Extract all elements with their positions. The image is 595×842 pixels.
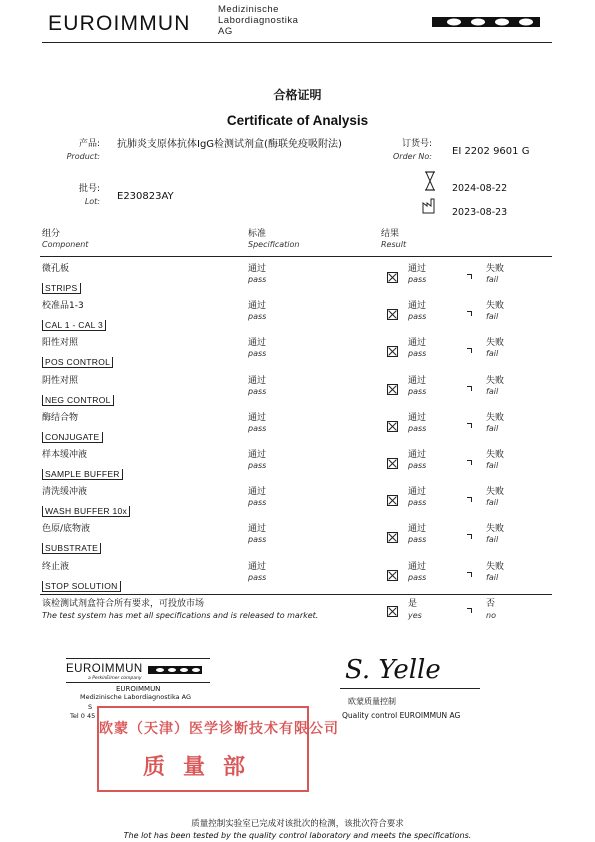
quality-department-stamp [97, 706, 339, 792]
component-code: STRIPS [42, 283, 81, 294]
signature-role-zh: 欧蒙质量控制 [348, 697, 396, 706]
spec-value-zh: 通过 [248, 376, 267, 386]
result-pass-checkbox [387, 532, 398, 543]
footer-text-zh: 质量控制实验室已完成对该批次的检测，该批次符合要求 [191, 819, 404, 829]
result-fail-checkbox [467, 572, 472, 577]
component-name-zh: 样本缓冲液 [42, 450, 88, 460]
result-pass-zh: 通过 [408, 450, 427, 460]
signature-role-en: Quality control EUROIMMUN AG [342, 711, 461, 720]
company-logo-bottom-rule [66, 682, 210, 683]
spec-value-en: pass [248, 275, 267, 284]
lot-number: E230823AY [117, 191, 174, 202]
result-fail-zh: 失败 [486, 562, 505, 572]
component-name-zh: 色原/底物液 [42, 524, 91, 534]
result-fail-zh: 失败 [486, 338, 505, 348]
result-fail-en: fail [486, 387, 499, 396]
result-fail-zh: 失败 [486, 450, 505, 460]
component-code: WASH BUFFER 10x [42, 506, 130, 517]
spec-value-en: pass [248, 461, 267, 470]
result-fail-zh: 失败 [486, 413, 505, 423]
component-code-cell [42, 388, 114, 407]
result-pass-checkbox [387, 384, 398, 395]
result-pass-en: pass [408, 349, 427, 358]
component-name-zh: 酶结合物 [42, 413, 79, 423]
result-pass-en: pass [408, 573, 427, 582]
result-fail-zh: 失败 [486, 524, 505, 534]
component-code-cell [42, 536, 101, 555]
result-fail-en: fail [486, 498, 499, 507]
result-fail-checkbox [467, 274, 472, 279]
conclusion-text-zh: 该检测试剂盒符合所有要求，可投放市场 [42, 599, 205, 609]
conclusion-yes-checkbox [387, 606, 398, 617]
result-fail-checkbox [467, 311, 472, 316]
conclusion-text-en: The test system has met all specifications and is released to market. [42, 611, 319, 620]
company-tagline: a PerkinElmer company [88, 676, 142, 681]
result-fail-checkbox [467, 348, 472, 353]
company-address-partial: S [88, 703, 93, 711]
component-code: SUBSTRATE [42, 543, 101, 554]
result-pass-zh: 通过 [408, 413, 427, 423]
result-fail-en: fail [486, 573, 499, 582]
product-label-zh: 产品: [78, 139, 100, 149]
result-pass-checkbox [387, 421, 398, 432]
conclusion-no-zh: 否 [486, 599, 496, 609]
component-name-zh: 阴性对照 [42, 376, 79, 386]
result-pass-zh: 通过 [408, 524, 427, 534]
spec-value-zh: 通过 [248, 487, 267, 497]
result-pass-checkbox [387, 495, 398, 506]
footer-text-en: The lot has been tested by the quality control laboratory and meets the specifications. [123, 831, 472, 840]
header-spec-zh: 标准 [248, 229, 267, 239]
company-logo-top-rule [66, 658, 210, 659]
spec-value-zh: 通过 [248, 301, 267, 311]
result-pass-zh: 通过 [408, 376, 427, 386]
result-pass-en: pass [408, 498, 427, 507]
lot-label-en: Lot: [84, 197, 100, 206]
result-pass-zh: 通过 [408, 301, 427, 311]
product-label-en: Product: [66, 152, 100, 161]
result-fail-en: fail [486, 424, 499, 433]
table-footer-divider [40, 594, 552, 595]
company-name: EUROIMMUN [116, 685, 161, 693]
component-name-zh: 校准品1-3 [42, 301, 84, 311]
result-fail-zh: 失败 [486, 264, 505, 274]
result-fail-en: fail [486, 461, 499, 470]
component-code: POS CONTROL [42, 357, 113, 368]
result-pass-zh: 通过 [408, 264, 427, 274]
header-component-en: Component [42, 240, 89, 249]
spec-value-zh: 通过 [248, 413, 267, 423]
spec-value-zh: 通过 [248, 264, 267, 274]
result-pass-en: pass [408, 461, 427, 470]
lot-label-zh: 批号: [78, 184, 100, 194]
brand-subtitle-line: Labordiagnostika [218, 15, 299, 26]
spec-value-zh: 通过 [248, 338, 267, 348]
manufacture-date: 2023-08-23 [452, 207, 508, 218]
result-fail-checkbox [467, 497, 472, 502]
order-label-en: Order No: [393, 152, 432, 161]
conclusion-no-en: no [486, 611, 496, 620]
conclusion-yes-en: yes [408, 611, 422, 620]
stamp-company-name: 欧蒙（天津）医学诊断技术有限公司 [99, 721, 339, 737]
company-subtitle: Medizinische Labordiagnostika AG [80, 693, 192, 701]
result-pass-zh: 通过 [408, 338, 427, 348]
company-logo-brand: EUROIMMUN [66, 663, 143, 675]
result-pass-en: pass [408, 312, 427, 321]
result-pass-checkbox [387, 346, 398, 357]
signature: S. Yelle [345, 655, 441, 685]
conclusion-yes-zh: 是 [408, 599, 418, 609]
result-fail-checkbox [467, 534, 472, 539]
component-code: NEG CONTROL [42, 395, 114, 406]
header-spec-en: Specification [248, 240, 300, 249]
signature-line [340, 688, 480, 689]
expiry-date: 2024-08-22 [452, 183, 508, 194]
spec-value-en: pass [248, 312, 267, 321]
component-code-cell [42, 462, 123, 481]
result-fail-zh: 失败 [486, 301, 505, 311]
product-value: 抗肺炎支原体抗体IgG检测试剂盒(酶联免疫吸附法) [117, 139, 342, 150]
brand-subtitle-line: Medizinische [218, 4, 279, 15]
spec-value-en: pass [248, 424, 267, 433]
page-title: Certificate of Analysis [226, 113, 369, 128]
result-fail-zh: 失败 [486, 376, 505, 386]
order-label-zh: 订货号: [401, 139, 432, 149]
result-pass-zh: 通过 [408, 487, 427, 497]
conclusion-no-checkbox [467, 608, 472, 613]
spec-value-en: pass [248, 573, 267, 582]
company-phone-partial: Tel 0 45 [70, 712, 96, 720]
header-component-zh: 组分 [42, 229, 61, 239]
result-fail-en: fail [486, 312, 499, 321]
result-fail-en: fail [486, 275, 499, 284]
result-pass-checkbox [387, 570, 398, 581]
component-code-cell [42, 499, 130, 518]
spec-value-zh: 通过 [248, 524, 267, 534]
company-logo-icon [148, 666, 202, 674]
component-code-cell [42, 350, 113, 369]
header-result-en: Result [381, 240, 407, 249]
component-code: CONJUGATE [42, 432, 103, 443]
component-code: STOP SOLUTION [42, 581, 121, 592]
spec-value-en: pass [248, 498, 267, 507]
title-chinese: 合格证明 [273, 88, 322, 102]
result-fail-zh: 失败 [486, 487, 505, 497]
result-pass-checkbox [387, 309, 398, 320]
spec-value-zh: 通过 [248, 450, 267, 460]
result-pass-en: pass [408, 424, 427, 433]
component-code: SAMPLE BUFFER [42, 469, 123, 480]
result-pass-checkbox [387, 272, 398, 283]
result-fail-checkbox [467, 386, 472, 391]
component-name-zh: 阳性对照 [42, 338, 79, 348]
header-result-zh: 结果 [381, 229, 400, 239]
component-code-cell [42, 574, 121, 593]
result-pass-checkbox [387, 458, 398, 469]
component-code-cell [42, 425, 103, 444]
spec-value-en: pass [248, 349, 267, 358]
result-fail-checkbox [467, 423, 472, 428]
result-pass-en: pass [408, 275, 427, 284]
stamp-department: 质量部 [142, 755, 263, 780]
component-name-zh: 终止液 [42, 562, 70, 572]
result-fail-en: fail [486, 535, 499, 544]
brand-name: EUROIMMUN [48, 12, 191, 35]
brand-subtitle-line: AG [218, 26, 233, 37]
component-name-zh: 清洗缓冲液 [42, 487, 88, 497]
component-name-zh: 微孔板 [42, 264, 70, 274]
order-number: EI 2202 9601 G [452, 146, 530, 157]
result-pass-en: pass [408, 535, 427, 544]
component-code: CAL 1 - CAL 3 [42, 320, 106, 331]
result-fail-checkbox [467, 460, 472, 465]
result-pass-zh: 通过 [408, 562, 427, 572]
result-fail-en: fail [486, 349, 499, 358]
spec-value-en: pass [248, 387, 267, 396]
spec-value-zh: 通过 [248, 562, 267, 572]
spec-value-en: pass [248, 535, 267, 544]
result-pass-en: pass [408, 387, 427, 396]
component-code-cell [42, 313, 106, 332]
component-code-cell [42, 276, 81, 295]
